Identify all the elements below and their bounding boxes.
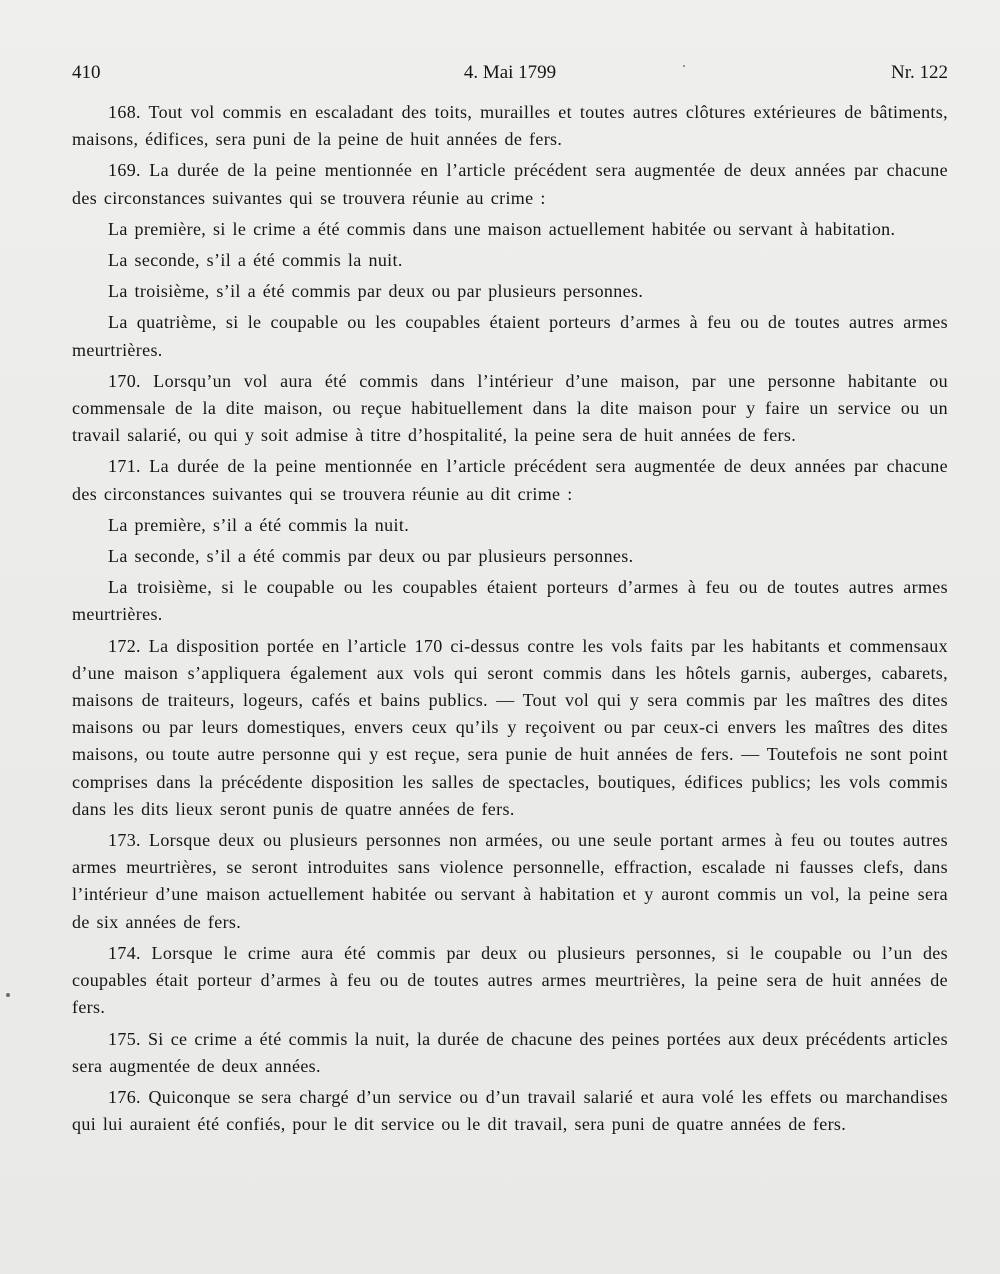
article-175: 175. Si ce crime a été commis la nuit, la durée de chacune des peines portées aux deux précédents articles sera augmentée de deux années. (72, 1028, 948, 1076)
article-text (72, 99, 948, 1142)
print-speck-small (683, 65, 685, 67)
header-date: 4. Mai 1799 (463, 62, 557, 83)
article-169-item-2: La seconde, s’il a été commis la nuit. (108, 250, 403, 271)
article-174: 174. Lorsque le crime aura été commis par deux ou plusieurs personnes, si le coupable ou l’un des coupables était porteur d’armes à feu ou de toutes autres armes meurtrières, la peine sera de huit années de fers. (72, 942, 948, 1018)
article-169-item-3: La troisième, s’il a été commis par deux ou par plusieurs personnes. (108, 281, 644, 302)
article-168: 168. Tout vol commis en escaladant des toits, murailles et toutes autres clôtures extérieures de bâtiments, maisons, édifices, sera puni de la peine de huit années de fers. (72, 102, 948, 150)
running-header (72, 62, 948, 92)
article-169: 169. La durée de la peine mentionnée en l’article précédent sera augmentée de deux années par chacune des circonstances suivantes qui se trouvera réunie au crime : (72, 160, 948, 208)
article-176: 176. Quiconque se sera chargé d’un service ou d’un travail salarié et aura volé les effets ou marchandises qui lui auraient été confiés, pour le dit service ou le dit travail, sera puni de quatre années de fers. (72, 1086, 948, 1135)
article-169-item-1: La première, si le crime a été commis dans une maison actuellement habitée ou servant à habitation. (108, 218, 896, 239)
article-171: 171. La durée de la peine mentionnée en l’article précédent sera augmentée de deux années par chacune des circonstances suivantes qui se trouvera réunie au dit crime : (72, 456, 948, 504)
article-172: 172. La disposition portée en l’article 170 ci-dessus contre les vols faits par les habitants et commensaux d’une maison s’appliquera également aux vols qui seront commis dans les hôtels garnis, auberges, cabarets, maisons de traiteurs, logeurs, cafés et bains publics. — Tout vol qui y sera commis par les maîtres des dites maisons ou par leurs domestiques, envers ceux qu’ils y reçoivent ou par ceux-ci envers les maîtres des dites maisons, ou toute autre personne qui y est reçue, sera punie de huit années de fers. — Toutefois ne sont point comprises dans la précédente disposition les salles de spectacles, boutiques, édifices publics; les vols commis dans les dits lieux seront punis de quatre années de fers. (72, 635, 948, 819)
article-169-item-4: La quatrième, si le coupable ou les coupables étaient porteurs d’armes à feu ou de toutes autres armes meurtrières. (72, 312, 948, 360)
article-171-item-1: La première, s’il a été commis la nuit. (108, 514, 410, 535)
article-171-item-2: La seconde, s’il a été commis par deux ou par plusieurs personnes. (108, 546, 634, 567)
article-171-item-3: La troisième, si le coupable ou les coupables étaient porteurs d’armes à feu ou de toutes autres armes meurtrières. (72, 577, 948, 625)
page-number: 410 (72, 62, 101, 83)
print-speck (6, 993, 10, 997)
article-173: 173. Lorsque deux ou plusieurs personnes non armées, ou une seule portant armes à feu ou toutes autres armes meurtrières, se seront introduites sans violence personnelle, effraction, escalade ni fausses clefs, dans l’intérieur d’une maison actuellement habitée ou servant à habitation et y auront commis un vol, la peine sera de six années de fers. (72, 830, 948, 932)
article-170: 170. Lorsqu’un vol aura été commis dans l’intérieur d’une maison, par une personne habitante ou commensale de la dite maison, ou reçue habituellement dans la dite maison pour y faire un service ou un travail salarié, ou qui y soit admise à titre d’hospitalité, la peine sera de huit années de fers. (72, 370, 948, 446)
issue-number: Nr. 122 (891, 62, 948, 83)
